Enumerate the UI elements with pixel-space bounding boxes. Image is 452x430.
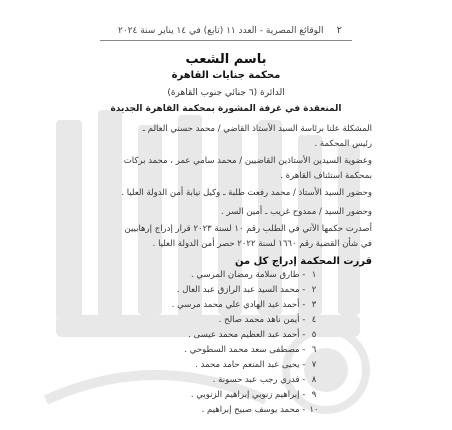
list-number: ٦ — [311, 345, 317, 355]
list-item: ٧ - يحيى عبد المنعم حامد محمد . — [195, 360, 320, 370]
list-item: ٣ - أحمد عبد الهادي علي محمد مرسي . — [172, 300, 320, 310]
person-name: فدري رجب عبد حسونة . — [212, 375, 300, 385]
person-name: محمد يوسف صبيح إبراهيم . — [201, 405, 300, 415]
person-name: أحمد عبد الهادي علي محمد مرسي . — [171, 300, 300, 310]
person-name: مصطفى سعد محمد السطوحي . — [184, 345, 300, 355]
paragraph-line: وعضوية السيدين الأستاذين القاضيين / محمد سامي عمر ، محمد بركات — [123, 156, 372, 166]
paragraph-line: أصدرت حكمها الآتي في الطلب رقم ١٠ لسنة ٢٠٢٣ قرار إدراج إرهابيين — [124, 224, 372, 234]
list-number: ٩ — [311, 390, 317, 400]
list-item: ٢ - محمد السيد عبد الرازق عبد العال . — [177, 285, 320, 295]
paragraph-line: بمحكمة استئناف القاهرة . — [280, 171, 372, 181]
list-number: ٧ — [311, 360, 317, 370]
person-name: يحيى عبد المنعم حامد محمد . — [195, 360, 300, 370]
paragraph-line: وحضور السيد / ممدوح غريب ـ أمين السر . — [221, 207, 372, 217]
list-item: ٤ - أيمن ناهد محمد صالح . — [219, 315, 320, 325]
person-name: أحمد عبد العظيم محمد عيسى . — [188, 330, 300, 340]
paragraph-line: المشكلة علنا برئاسة السيد الأستاذ القاضي / محمد حسني العالم ـ — [142, 124, 372, 134]
list-number: ١ — [311, 270, 317, 280]
list-item: ١ - طارق سلامة رمضان المرسي . — [191, 270, 320, 280]
session-location: المنعقدة في غرفة المشورة بمحكمة القاهرة الجديدة — [110, 104, 342, 114]
header-rule — [100, 40, 352, 41]
list-number: ٨ — [311, 375, 317, 385]
list-item: ٥ - أحمد عبد العظيم محمد عيسى . — [188, 330, 320, 340]
paragraph-line: وحضور السيد الأستاذ / محمد رفعت طلبة ـ وكيل نيابة أمن الدولة العليا . — [121, 188, 372, 198]
list-number: ١٠ — [309, 405, 319, 415]
list-number: ٤ — [311, 315, 317, 325]
list-number: ٥ — [311, 330, 317, 340]
gazette-header: الوقائع المصرية - العدد ١١ (تابع) في ١٤ يناير سنة ٢٠٢٤ — [118, 26, 324, 36]
court-circuit: الدائرة (٦ جنائي جنوب القاهرة) — [167, 88, 285, 98]
person-name: محمد السيد عبد الرازق عبد العال . — [176, 285, 300, 295]
person-name: طارق سلامة رمضان المرسي . — [191, 270, 300, 280]
paragraph-line: رئيس المحكمة . — [314, 139, 372, 149]
court-name: محكمة جنايات القاهرة — [171, 70, 281, 81]
decision-heading: قررت المحكمة إدراج كل من — [234, 256, 372, 267]
list-item: ٩ - إبراهيم زنوبي إبراهيم الزنوبي . — [191, 390, 320, 400]
list-item: ٦ - مصطفى سعد محمد السطوحي . — [184, 345, 320, 355]
page-number: ٢ — [336, 25, 342, 36]
person-name: إبراهيم زنوبي إبراهيم الزنوبي . — [190, 390, 300, 400]
paragraph-line: في شأن القضية رقم ١٦٦٠ لسنة ٢٠٢٢ حصر أمن الدولة العليا . — [152, 239, 372, 249]
document-title: باسم الشعب — [185, 52, 267, 67]
list-number: ٣ — [311, 300, 317, 310]
list-number: ٢ — [311, 285, 317, 295]
list-item: ١٠ - محمد يوسف صبيح إبراهيم . — [201, 405, 319, 415]
list-item: ٨ - فدري رجب عبد حسونة . — [213, 375, 320, 385]
person-name: أيمن ناهد محمد صالح . — [218, 315, 300, 325]
